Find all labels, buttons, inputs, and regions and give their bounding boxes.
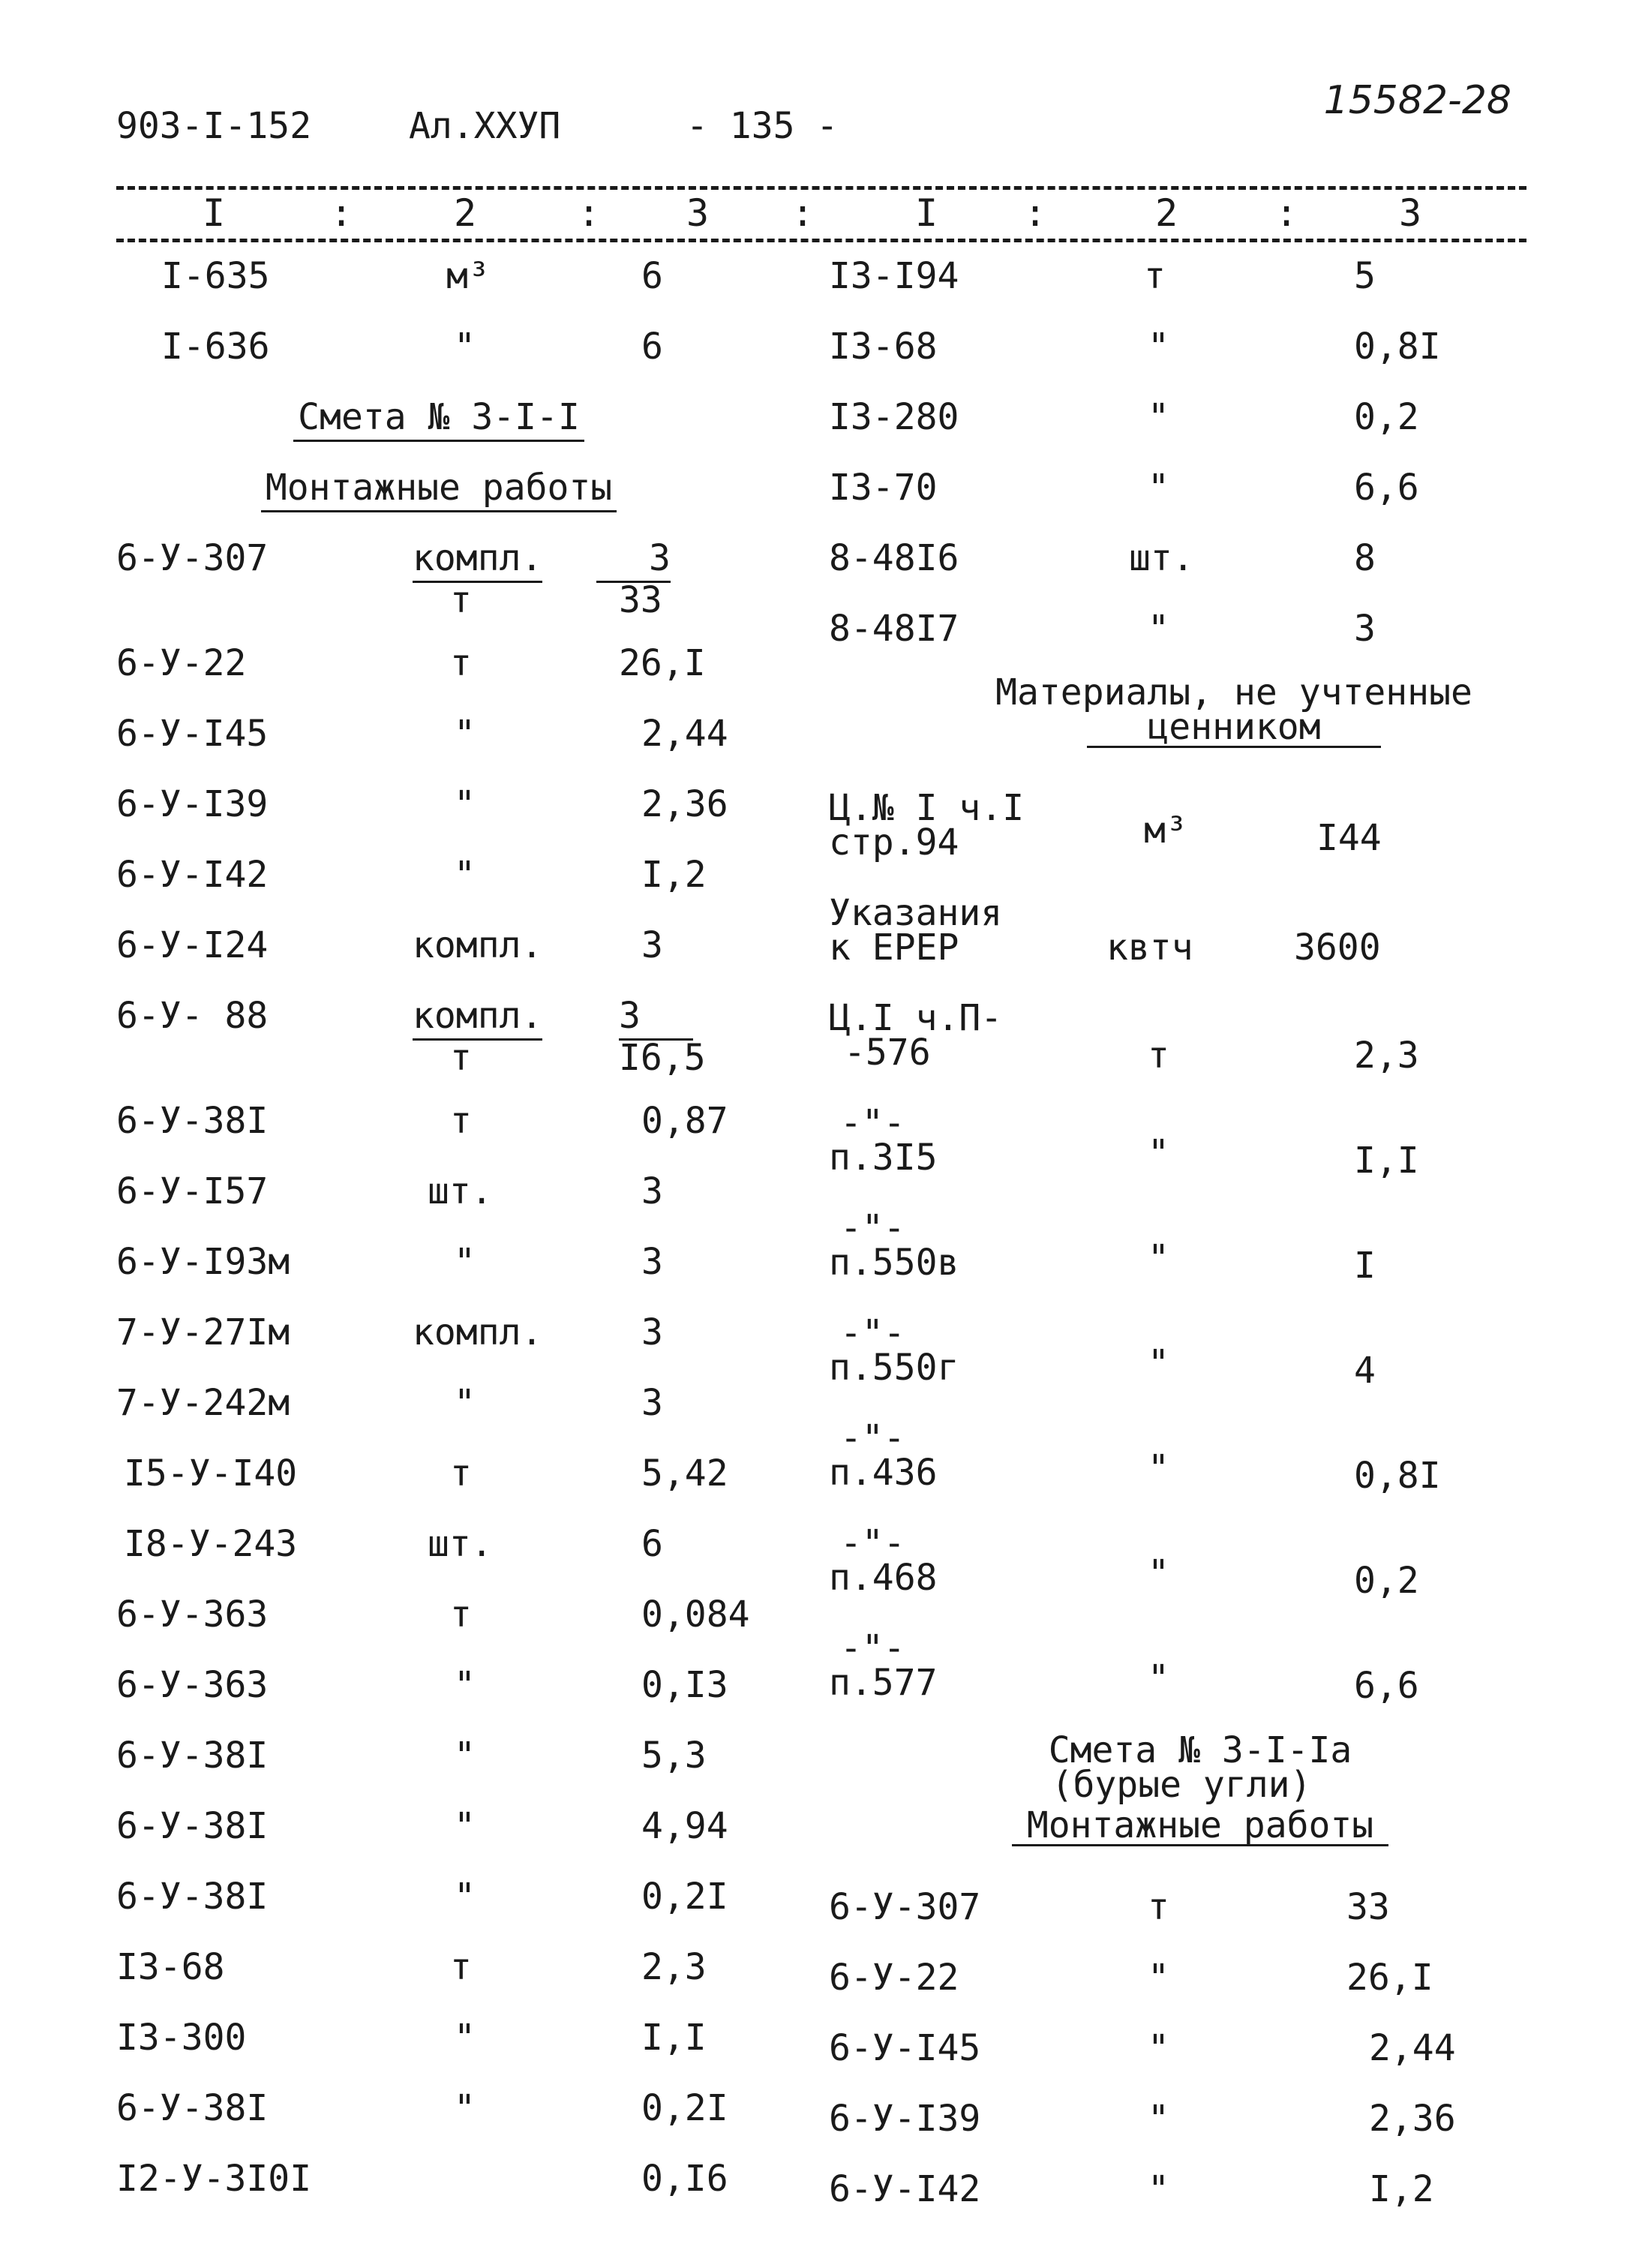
unit-cell-2: т [450, 579, 472, 621]
unit-cell: компл. [413, 1311, 543, 1353]
unit-cell: компл. [413, 995, 542, 1041]
unit-cell: " [454, 1664, 476, 1706]
code-cell: I3-68 [116, 1946, 225, 1988]
table-row [116, 1304, 761, 1374]
estimate-2-title-line2: (бурые угли) [1051, 1764, 1312, 1806]
code-cell [829, 1627, 938, 1704]
unit-cell: м³ [1144, 810, 1187, 852]
code-cell: I2-У-3I0I [116, 2158, 312, 2200]
table-row [116, 846, 761, 917]
unit-cell: " [1148, 2168, 1169, 2210]
code-cell [829, 997, 1003, 1074]
unit-cell: т [450, 1452, 472, 1494]
code-cell: 6-У-38I [116, 1735, 269, 1777]
code-cell: 6-У-363 [116, 1664, 269, 1706]
qty-cell: I [1354, 1245, 1376, 1287]
header-col2-left: 2 [453, 191, 477, 235]
code-cell [829, 1417, 938, 1494]
code-cell: 6-У-I24 [116, 924, 269, 966]
table-row [829, 993, 1526, 1098]
unit-cell: " [1148, 2027, 1169, 2069]
table-row [829, 1949, 1526, 2020]
table-row [829, 1098, 1526, 1203]
table-row [829, 389, 1526, 459]
unit-cell: шт. [1129, 537, 1194, 579]
unit-cell: т [1144, 255, 1166, 297]
code-line-1: Ц.№ I ч.I [829, 787, 1025, 829]
code-cell: 6-У-22 [116, 642, 247, 684]
right-column [829, 248, 1526, 2231]
qty-cell: 0,8I [1354, 1455, 1441, 1497]
code-line-1: -"- [840, 1522, 905, 1564]
code-line-1: -"- [840, 1627, 905, 1669]
table-row [829, 1203, 1526, 1308]
code-cell: 7-У-27Iм [116, 1311, 290, 1353]
qty-cell: 6 [641, 255, 663, 297]
unit-cell: квтч [1106, 927, 1193, 969]
qty-cell: 0,2I [641, 1876, 728, 1918]
code-cell: 8-48I6 [829, 537, 959, 579]
code-cell: 6-У-I39 [116, 783, 269, 825]
unit-cell: т [450, 1594, 472, 1636]
code-cell: 6-У-I45 [116, 713, 269, 755]
table-row [116, 1586, 761, 1657]
unit-cell: " [1148, 1132, 1169, 1174]
unit-cell: т [1148, 1035, 1169, 1077]
table-row [116, 318, 761, 389]
unit-cell: " [454, 783, 476, 825]
materials-title-line2: ценником [1087, 710, 1380, 748]
qty-cell-2: I6,5 [619, 1037, 706, 1079]
table-row [116, 2080, 761, 2150]
qty-cell: 0,084 [641, 1594, 750, 1636]
qty-cell: 6,6 [1354, 1665, 1419, 1707]
qty-cell-2: 33 [619, 579, 662, 621]
qty-cell: 3 [619, 995, 693, 1041]
estimate-2-subtitle: Монтажные работы [1012, 1808, 1388, 1846]
table-row [829, 1624, 1526, 1729]
page-number: - 135 - [686, 105, 839, 147]
code-line-2: стр.94 [829, 822, 959, 864]
unit-cell: " [454, 713, 476, 755]
table-row [116, 1163, 761, 1233]
qty-cell: 26,I [619, 642, 706, 684]
qty-cell: 5,3 [641, 1735, 707, 1777]
unit-cell: " [454, 1876, 476, 1918]
qty-cell: 8 [1354, 537, 1376, 579]
code-cell: 6-У-363 [116, 1594, 269, 1636]
table-row [116, 1727, 761, 1798]
qty-cell: I,2 [1369, 2168, 1434, 2210]
code-line-2: п.577 [829, 1662, 938, 1704]
code-cell: 6-У-307 [829, 1886, 981, 1928]
qty-cell: 3600 [1294, 927, 1381, 969]
estimate-title [116, 389, 761, 459]
table-row [116, 776, 761, 846]
left-column [116, 248, 761, 2221]
qty-cell: 0,I6 [641, 2158, 728, 2200]
unit-cell: " [1148, 1657, 1169, 1699]
code-cell: 6-У-I39 [829, 2098, 981, 2140]
qty-cell: I,I [641, 2017, 707, 2059]
estimate-title-text: Смета № 3-I-I [293, 396, 584, 442]
qty-cell: 6 [641, 326, 663, 368]
materials-title [829, 671, 1526, 783]
unit-cell: м³ [446, 255, 490, 297]
header-sep: : [1023, 191, 1047, 235]
table-row [829, 2161, 1526, 2231]
code-cell: 6-У-307 [116, 537, 269, 579]
qty-cell: 26,I [1346, 1957, 1433, 1999]
code-line-2: к ЕРЕР [829, 927, 959, 969]
code-cell: I3-300 [116, 2017, 247, 2059]
unit-cell: т [450, 642, 472, 684]
qty-cell: 5,42 [641, 1452, 728, 1494]
unit-cell: шт. [428, 1170, 493, 1212]
qty-cell: 2,44 [1369, 2027, 1456, 2069]
table-row [116, 1868, 761, 1939]
code-cell: I8-У-243 [124, 1523, 298, 1565]
qty-cell: 33 [1346, 1886, 1390, 1928]
code-cell [829, 892, 1003, 969]
table-row [116, 248, 761, 318]
header-bottom-rule [116, 239, 1526, 242]
code-cell: I3-280 [829, 396, 959, 438]
unit-cell: " [1148, 1552, 1169, 1594]
code-line-1: -"- [840, 1102, 905, 1144]
table-row [116, 2009, 761, 2080]
qty-cell: 3 [641, 1170, 663, 1212]
table-row [116, 705, 761, 776]
code-line-2: -576 [844, 1032, 931, 1074]
qty-cell: 0,87 [641, 1100, 728, 1142]
table-row [829, 318, 1526, 389]
unit-cell: т [450, 1946, 472, 1988]
header-sep: : [791, 191, 815, 235]
qty-cell: I,2 [641, 854, 707, 896]
qty-cell: 2,36 [641, 783, 728, 825]
table-row [116, 1939, 761, 2009]
unit-cell: " [1148, 396, 1169, 438]
table-row [116, 530, 761, 635]
table-row [829, 248, 1526, 318]
code-cell [829, 1522, 938, 1599]
table-row [116, 2150, 761, 2221]
qty-cell: 6 [641, 1523, 663, 1565]
table-row [116, 1516, 761, 1586]
code-cell: I-636 [161, 326, 270, 368]
code-line-1: Указания [829, 892, 1003, 934]
header-col1-left: I [202, 191, 226, 235]
table-row [829, 600, 1526, 671]
code-cell: 6-У-I45 [829, 2027, 981, 2069]
code-line-1: Ц.I ч.П- [829, 997, 1003, 1039]
unit-cell: " [1148, 1957, 1169, 1999]
qty-cell: 0,8I [1354, 326, 1441, 368]
code-line-2: п.468 [829, 1557, 938, 1599]
qty-cell: 3 [1354, 608, 1376, 650]
unit-cell: " [454, 1382, 476, 1424]
table-row [116, 987, 761, 1092]
code-cell: I-635 [161, 255, 270, 297]
code-cell [829, 787, 1025, 864]
materials-title-line1: Материалы, не учтенные [995, 671, 1472, 713]
code-cell: 7-У-242м [116, 1382, 290, 1424]
table-row [116, 917, 761, 987]
qty-cell: 0,2I [641, 2087, 728, 2129]
table-row [116, 1798, 761, 1868]
table-row [116, 1374, 761, 1445]
qty-cell: 3 [641, 1311, 663, 1353]
unit-cell: " [454, 2087, 476, 2129]
code-line-1: -"- [840, 1207, 905, 1249]
code-cell: 6-У-38I [116, 1876, 269, 1918]
table-row [829, 2020, 1526, 2090]
table-row [116, 1445, 761, 1516]
unit-cell: т [1148, 1886, 1169, 1928]
qty-cell: 5 [1354, 255, 1376, 297]
code-cell [829, 1102, 938, 1179]
unit-cell: " [1148, 467, 1169, 509]
qty-cell: 4 [1354, 1350, 1376, 1392]
code-cell: 6-У-I57 [116, 1170, 269, 1212]
table-row [829, 783, 1526, 888]
series-number: 903-I-152 [116, 105, 312, 147]
section-subtitle [116, 459, 761, 530]
unit-cell: " [1148, 326, 1169, 368]
unit-cell-2: т [450, 1037, 472, 1079]
code-cell: 6-У-I93м [116, 1241, 290, 1283]
unit-cell: " [1148, 1342, 1169, 1384]
code-cell: I3-I94 [829, 255, 959, 297]
qty-cell: 3 [641, 1241, 663, 1283]
qty-cell: 4,94 [641, 1805, 728, 1847]
code-cell: 6-У-38I [116, 2087, 269, 2129]
table-row [116, 1657, 761, 1727]
code-line-2: п.436 [829, 1452, 938, 1494]
code-line-2: п.550г [829, 1347, 959, 1389]
code-cell [829, 1312, 959, 1389]
table-row [829, 1879, 1526, 1949]
table-row [116, 1092, 761, 1163]
code-cell: 6-У-22 [829, 1957, 959, 1999]
document-code: 15582-28 [1323, 78, 1511, 123]
unit-cell: " [1148, 2098, 1169, 2140]
qty-cell: 2,3 [1354, 1035, 1419, 1077]
qty-cell: 2,36 [1369, 2098, 1456, 2140]
unit-cell: " [1148, 1447, 1169, 1489]
unit-cell: " [1148, 608, 1169, 650]
header-sep: : [577, 191, 601, 235]
code-cell: I5-У-I40 [124, 1452, 298, 1494]
unit-cell: " [454, 2017, 476, 2059]
qty-cell: 0,I3 [641, 1664, 728, 1706]
table-row [829, 530, 1526, 600]
code-cell: I3-70 [829, 467, 938, 509]
table-row [829, 1413, 1526, 1519]
code-cell: 6-У- 88 [116, 995, 269, 1037]
qty-cell: I,I [1354, 1140, 1419, 1182]
header-top-rule [116, 186, 1526, 190]
code-line-2: п.550в [829, 1242, 959, 1284]
code-cell [829, 1207, 959, 1284]
code-line-1: -"- [840, 1312, 905, 1354]
code-cell: 6-У-I42 [116, 854, 269, 896]
header-col3-right: 3 [1398, 191, 1422, 235]
code-cell: 6-У-38I [116, 1100, 269, 1142]
table-row [829, 2090, 1526, 2161]
unit-cell: т [450, 1100, 472, 1142]
code-cell: 6-У-I42 [829, 2168, 981, 2210]
qty-cell: I44 [1316, 817, 1382, 859]
code-cell: I3-68 [829, 326, 938, 368]
table-row [829, 459, 1526, 530]
unit-cell: " [454, 854, 476, 896]
estimate-2-title-line1: Смета № 3-I-Iа [1048, 1729, 1352, 1771]
code-cell: 8-48I7 [829, 608, 959, 650]
unit-cell: " [1148, 1237, 1169, 1279]
section-subtitle-text: Монтажные работы [261, 467, 617, 512]
qty-cell: 3 [641, 1382, 663, 1424]
unit-cell: " [454, 1241, 476, 1283]
qty-cell: 2,3 [641, 1946, 707, 1988]
unit-cell: шт. [428, 1523, 493, 1565]
table-row [116, 1233, 761, 1304]
unit-cell: " [454, 326, 476, 368]
header-col3-left: 3 [686, 191, 710, 235]
header-col1-right: I [914, 191, 938, 235]
qty-cell: 0,2 [1354, 396, 1419, 438]
code-line-2: п.3I5 [829, 1137, 938, 1179]
table-row [829, 1308, 1526, 1413]
unit-cell: " [454, 1735, 476, 1777]
unit-cell: компл. [413, 924, 543, 966]
qty-cell: 6,6 [1354, 467, 1419, 509]
qty-cell: 2,44 [641, 713, 728, 755]
header-sep: : [329, 191, 353, 235]
unit-cell: " [454, 1805, 476, 1847]
qty-cell: 3 [641, 924, 663, 966]
unit-cell: компл. [413, 537, 542, 583]
qty-cell: 0,2 [1354, 1560, 1419, 1602]
table-row [829, 1519, 1526, 1624]
table-row [116, 635, 761, 705]
code-line-1: -"- [840, 1417, 905, 1459]
header-sep: : [1274, 191, 1298, 235]
table-row [829, 888, 1526, 993]
header-col2-right: 2 [1154, 191, 1178, 235]
qty-cell: 3 [596, 537, 671, 583]
estimate-2-title [829, 1729, 1526, 1879]
code-cell: 6-У-38I [116, 1805, 269, 1847]
album-label: Ал.XXУП [409, 105, 561, 147]
